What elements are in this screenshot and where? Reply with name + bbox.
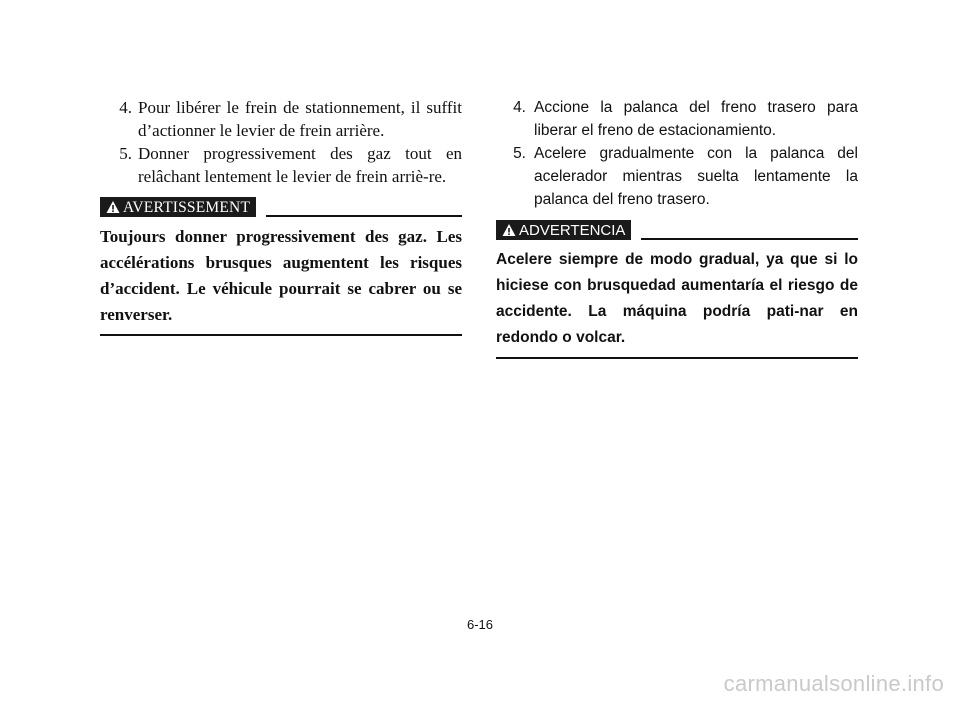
french-steps-list bbox=[100, 96, 462, 188]
warning-header-rule bbox=[266, 215, 462, 217]
french-step-5 bbox=[100, 142, 462, 188]
spanish-step-4 bbox=[496, 96, 858, 142]
step-text: Acelere gradualmente con la palanca del acelerador mientras suelta lentamente la palanca del freno trasero. bbox=[534, 145, 858, 208]
step-number: 5. bbox=[119, 144, 132, 163]
spanish-warning-badge bbox=[496, 220, 631, 240]
step-text: Pour libérer le frein de stationnement, il suffit d’actionner le levier de frein arrière. bbox=[138, 98, 462, 140]
step-text: Donner progressivement des gaz tout en relâchant lentement le levier de frein arriè-re. bbox=[138, 144, 462, 186]
warning-header-rule bbox=[641, 238, 858, 240]
french-warning-badge bbox=[100, 197, 256, 217]
french-warning-text: Toujours donner progressivement des gaz. Les accélérations brusques augmentent les risques d’accident. Le véhicule pourrait se cabrer ou se renverser. bbox=[100, 227, 462, 324]
step-number: 4. bbox=[119, 98, 132, 117]
warning-triangle-icon bbox=[106, 200, 120, 214]
watermark: carmanualsonline.info bbox=[723, 671, 944, 696]
warning-triangle-icon bbox=[502, 223, 516, 237]
step-number: 5. bbox=[513, 145, 526, 162]
spanish-warning-text: Acelere siempre de modo gradual, ya que si lo hiciese con brusquedad aumentaría el riesgo de accidente. La máquina podría pati-nar en redondo o volcar. bbox=[496, 251, 858, 346]
step-number: 4. bbox=[513, 99, 526, 116]
spanish-step-5 bbox=[496, 142, 858, 211]
warning-footer-rule bbox=[100, 334, 462, 336]
page-number: 6-16 bbox=[466, 617, 494, 632]
spanish-steps-list bbox=[496, 96, 858, 211]
french-warning-header bbox=[100, 196, 462, 218]
warning-label: ADVERTENCIA bbox=[519, 221, 626, 239]
spanish-column bbox=[496, 96, 858, 359]
step-text: Accione la palanca del freno trasero para liberar el freno de estacionamiento. bbox=[534, 99, 858, 139]
spanish-warning-header bbox=[496, 219, 858, 241]
french-column bbox=[100, 96, 462, 336]
warning-footer-rule bbox=[496, 357, 858, 359]
warning-label: AVERTISSEMENT bbox=[123, 198, 251, 216]
french-step-4 bbox=[100, 96, 462, 142]
